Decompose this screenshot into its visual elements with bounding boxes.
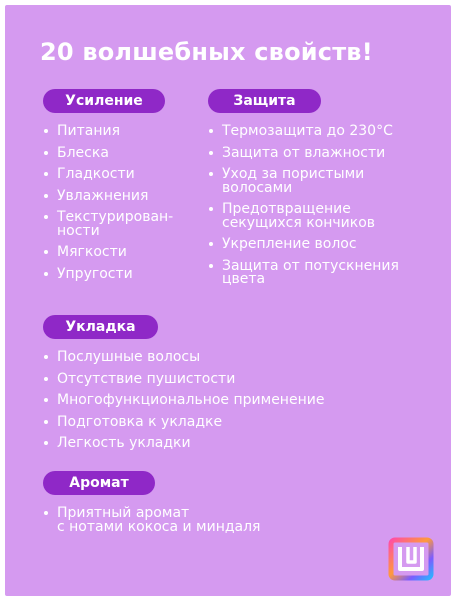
list-item: Уход за пористыми [208,168,399,182]
list-item: Защита от потускнения [208,260,399,274]
list-item-continuation: с нотами кокоса и миндаля [57,518,261,535]
list-item: Термозащита до 230°С [208,125,399,139]
list-item-continuation: ности [57,222,100,239]
list-item-continuation: волосами [222,179,293,196]
list-item: Гладкости [43,168,173,182]
list-item: Упругости [43,268,173,282]
list-item: Текстурирован- [43,211,173,225]
list-item: Приятный аромат [43,507,260,521]
list-item: Подготовка к укладке [43,416,324,430]
list-item: Послушные волосы [43,351,324,365]
section-pill-aromat: Аромат [43,471,155,495]
list-item: Легкость укладки [43,437,324,451]
list-item: Защита от влажности [208,147,399,161]
brand-logo-icon [388,537,434,581]
list-zashchita [208,125,399,287]
list-item: Укрепление волос [208,238,399,252]
list-item-continuation: секущихся кончиков [222,214,376,231]
list-item: Увлажнения [43,190,173,204]
list-item: Многофункциональное применение [43,394,324,408]
section-pill-ukladka: Укладка [43,315,158,339]
section-pill-usilenie: Усиление [43,89,165,113]
list-item: Отсутствие пушистости [43,373,324,387]
list-aromat [43,507,260,534]
list-usilenie [43,125,173,281]
list-ukladka [43,351,324,451]
list-item: Блеска [43,147,173,161]
page-title: 20 волшебных свойств! [40,38,373,66]
list-item: Предотвращение [208,203,399,217]
list-item: Мягкости [43,246,173,260]
list-item: Питания [43,125,173,139]
list-item-continuation: цвета [222,271,266,287]
section-pill-zashchita: Защита [208,89,321,113]
